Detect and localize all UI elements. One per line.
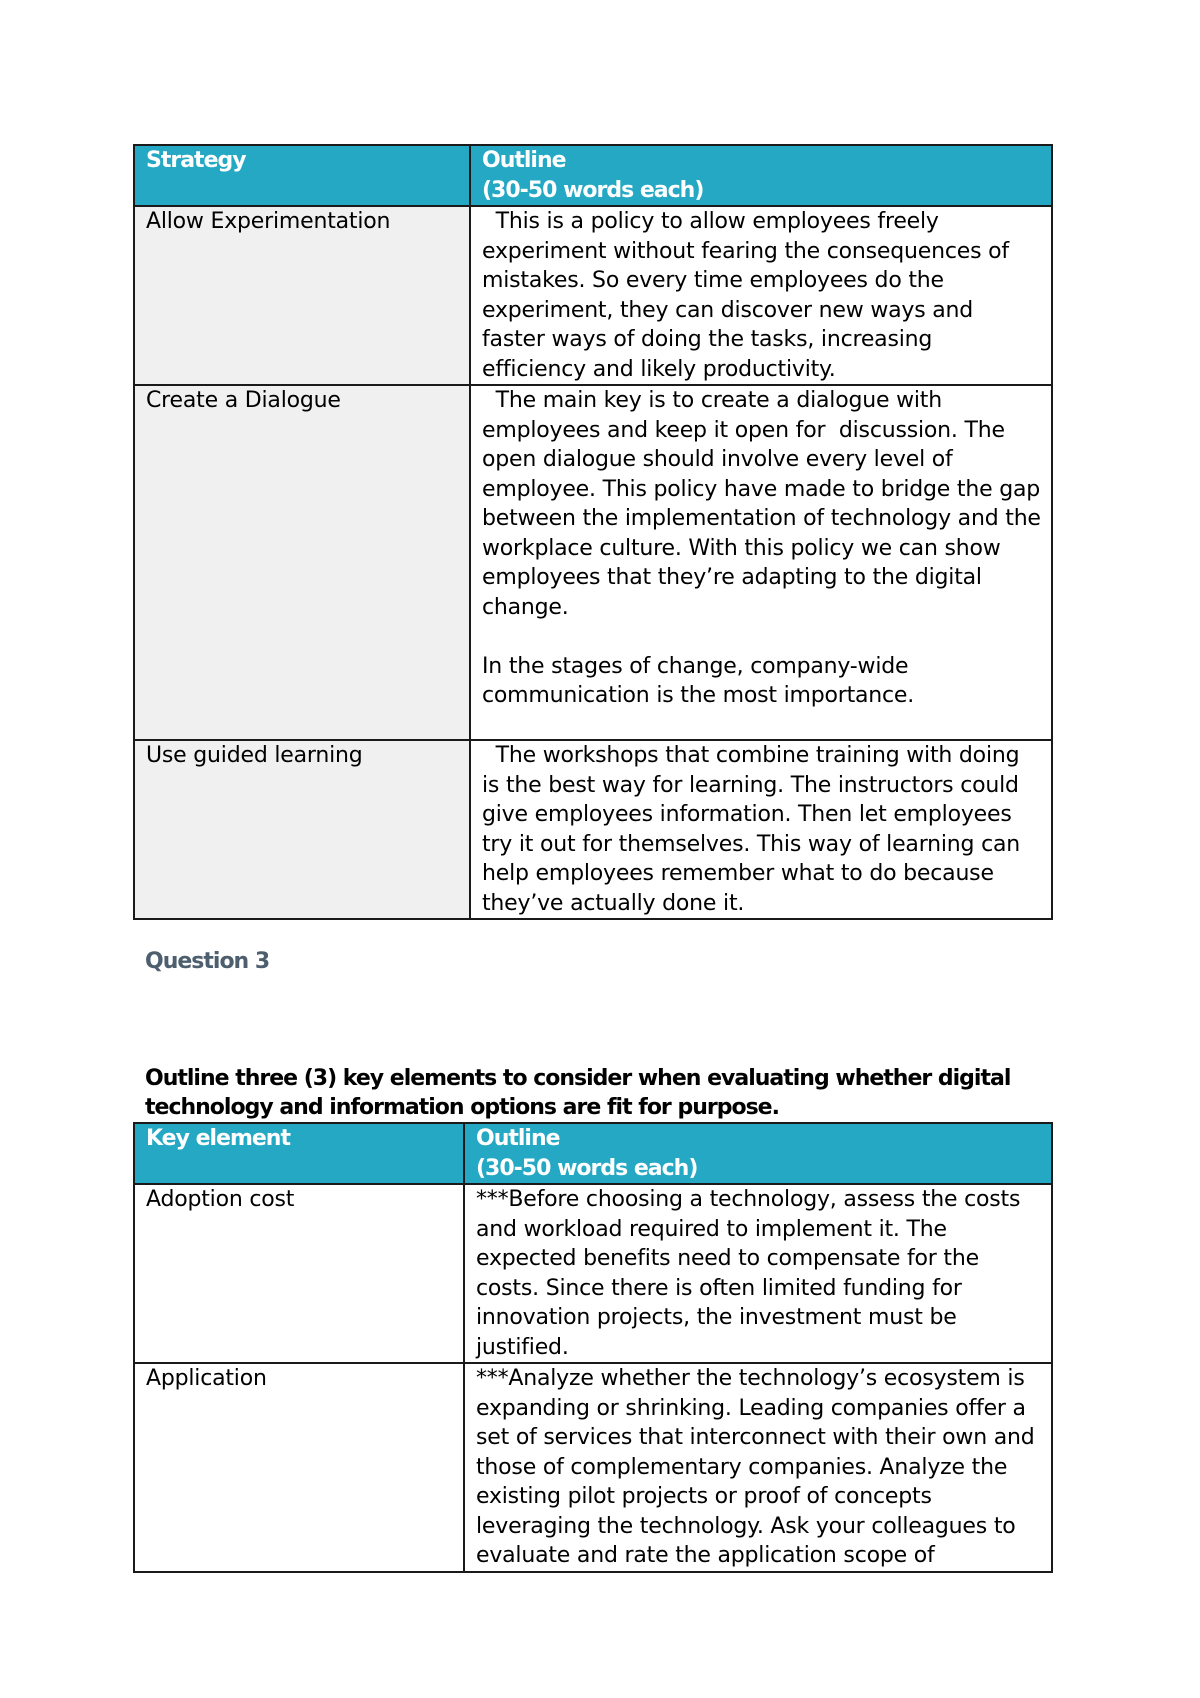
- strategy-table: [133, 144, 1053, 920]
- question-prompt: Outline three (3) key elements to consider when evaluating whether digital technology and information options are fit for purpose.: [145, 1066, 1011, 1120]
- key-element-table: [133, 1122, 1053, 1573]
- table-header-row: [134, 145, 1052, 206]
- outline-cell: ***Analyze whether the technology’s ecosystem is expanding or shrinking. Leading companies offer a set of services that interconnect with their own and those of complementary companies. Analyze the existing pilot projects or proof of concepts leveraging the technology. Ask your colleagues to evaluate and rate the application scope of: [464, 1363, 1052, 1572]
- table-row: [134, 1184, 1052, 1363]
- outline-text: This is a policy to allow employees freely experiment without fearing the consequences of mistakes. So every time employees do the experiment, they can discover new ways and faster ways of doing the tasks, increasing efficiency and likely productivity.: [482, 209, 1016, 382]
- outline-text: The main key is to create a dialogue with employees and keep it open for discussion. The open dialogue should involve every level of employee. This policy have made to bridge the gap between the implementation of technology and the workplace culture. With this policy we can show employees that they’re adapting to the digital change.: [482, 388, 1048, 620]
- key-element-cell: Application: [134, 1363, 464, 1572]
- header-outline-word-limit: (30-50 words each): [476, 1155, 698, 1181]
- outline-cell: [470, 206, 1052, 385]
- strategy-cell: Use guided learning: [134, 740, 470, 919]
- key-element-cell: Adoption cost: [134, 1184, 464, 1363]
- table-row: [134, 385, 1052, 740]
- outline-text: The workshops that combine training with doing is the best way for learning. The instructors could give employees information. Then let employees try it out for themselves. This way of learning can help employees remember what to do because they’ve actually done it.: [482, 743, 1027, 916]
- outline-text-extra: In the stages of change, company-wide communication is the most importance.: [482, 653, 915, 708]
- header-outline-word-limit: (30-50 words each): [482, 177, 704, 203]
- strategy-cell: Create a Dialogue: [134, 385, 470, 740]
- header-key-element: Key element: [134, 1123, 464, 1184]
- header-outline-title: Outline: [482, 148, 566, 173]
- strategy-cell: Allow Experimentation: [134, 206, 470, 385]
- header-outline-title: Outline: [476, 1126, 560, 1151]
- header-outline: [464, 1123, 1052, 1184]
- outline-cell: ***Before choosing a technology, assess the costs and workload required to implement it. The expected benefits need to compensate for the costs. Since there is often limited funding for innovation projects, the investment must be justified.: [464, 1184, 1052, 1363]
- table-row: [134, 206, 1052, 385]
- table-row: [134, 740, 1052, 919]
- outline-cell: [470, 740, 1052, 919]
- header-strategy: Strategy: [134, 145, 470, 206]
- header-outline: [470, 145, 1052, 206]
- outline-cell: [470, 385, 1052, 740]
- table-header-row: [134, 1123, 1052, 1184]
- table-row: [134, 1363, 1052, 1572]
- question-heading: Question 3: [145, 949, 270, 974]
